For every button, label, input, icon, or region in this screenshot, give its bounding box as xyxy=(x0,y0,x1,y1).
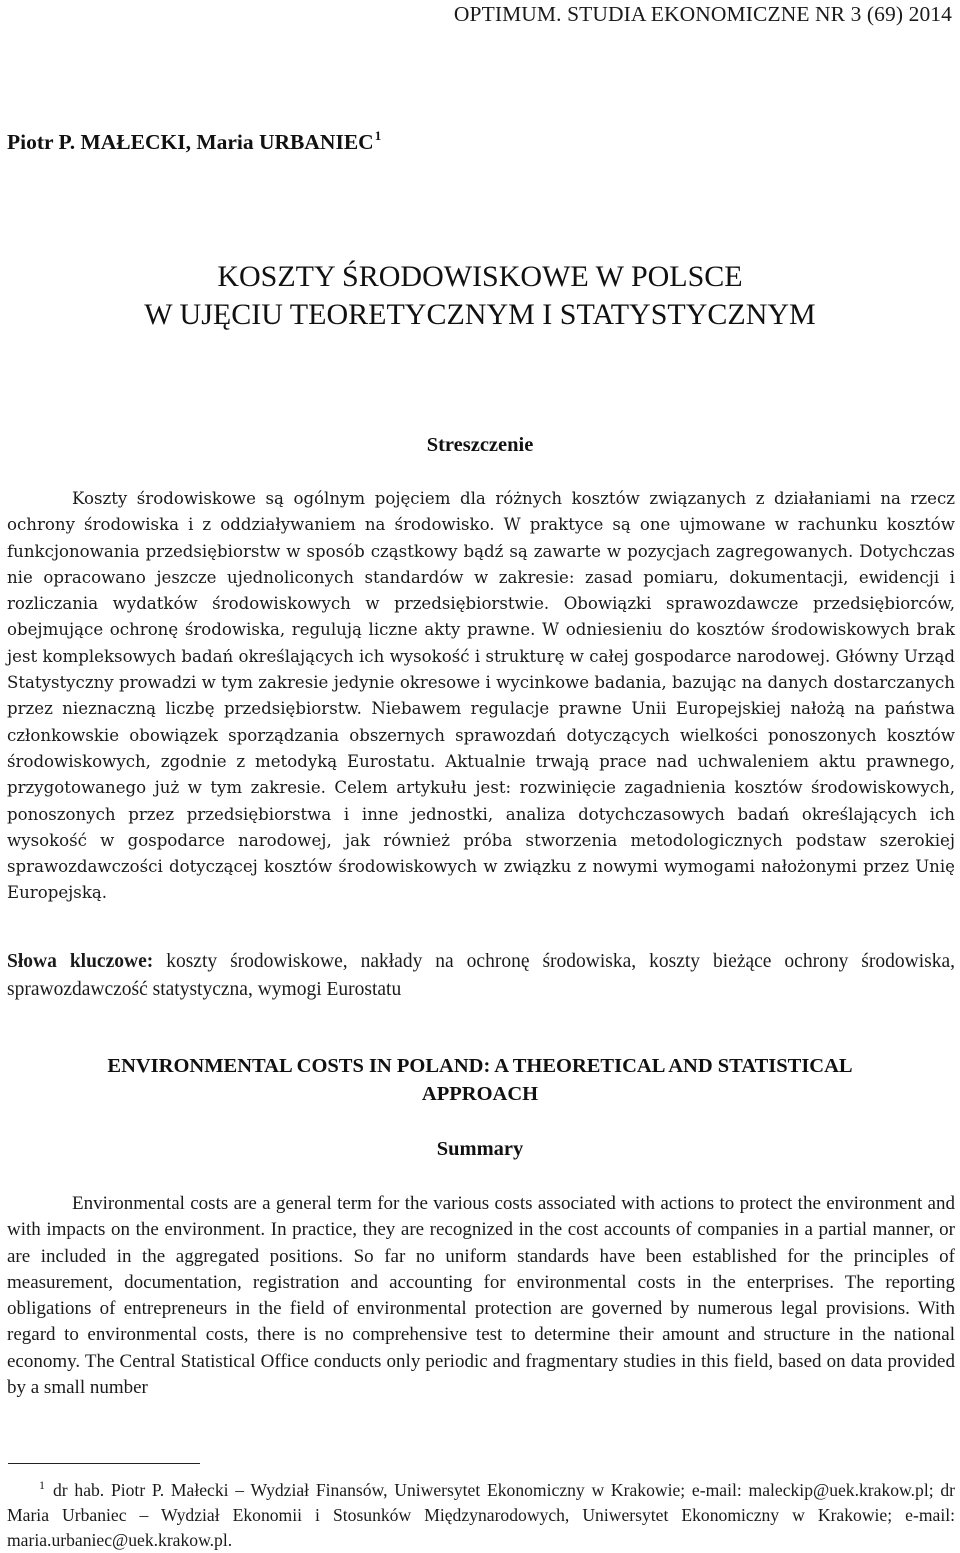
article-title-english xyxy=(0,1052,960,1108)
keywords-text: koszty środowiskowe, nakłady na ochronę środowiska, koszty bieżące ochrony środowiska, sprawozdawczość statystyczna, wymogi Eurostatu xyxy=(7,951,955,1000)
footnote-mark: 1 xyxy=(39,1478,45,1492)
journal-header: OPTIMUM. STUDIA EKONOMICZNE NR 3 (69) 2014 xyxy=(453,2,952,26)
keywords-block xyxy=(7,948,955,1004)
title-en-line-1: ENVIRONMENTAL COSTS IN POLAND: A THEORETICAL AND STATISTICAL xyxy=(107,1055,853,1077)
article-title-polish xyxy=(0,258,960,334)
footnote-rule xyxy=(8,1463,200,1464)
title-en-line-2: APPROACH xyxy=(421,1083,539,1105)
author-names: Piotr P. MAŁECKI, Maria URBANIEC xyxy=(7,130,374,154)
title-pl-line-1: KOSZTY ŚRODOWISKOWE W POLSCE xyxy=(217,260,743,293)
keywords-label: Słowa kluczowe: xyxy=(7,951,154,972)
authors-line xyxy=(7,128,381,155)
summary-english-text: Environmental costs are a general term for the various costs associated with actions to protect the environment and with impacts on the environment. In practice, they are recognized in the cost accounts of companies in a partial manner, or are included in the aggregated positions. So far no uniform standards have been established for the principles of measurement, documentation, registration and accounting for environmental costs in the enterprises. The reporting obligations of entrepreneurs in the field of environmental protection are governed by numerous legal provisions. With regard to environmental costs, there is no comprehensive test to determine their amount and structure in the national economy. The Central Statistical Office conducts only periodic and fragmentary studies in this field, based on data provided by a small number xyxy=(7,1193,955,1399)
abstract-heading: Streszczenie xyxy=(426,434,534,456)
footnote-text: dr hab. Piotr P. Małecki – Wydział Finansów, Uniwersytet Ekonomiczny w Krakowie; e-mail: maleckip@uek.krakow.pl; dr Maria Urbaniec – Wydział Ekonomii i Stosunków Międzynarodowych, Uniwersytet Ekonomiczny w Krakowie; e-mail: maria.urbaniec@uek.krakow.pl. xyxy=(7,1480,955,1550)
footnote xyxy=(7,1473,955,1553)
title-pl-line-2: W UJĘCIU TEORETYCZNYM I STATYSTYCZNYM xyxy=(144,298,816,331)
abstract-polish-text: Koszty środowiskowe są ogólnym pojęciem dla różnych kosztów związanych z działaniami na rzecz ochrony środowiska i z oddziaływaniem na środowisko. W praktyce są one ujmowane w rachunku kosztów funkcjonowania przedsiębiorstw w sposób cząstkowy bądź są zawarte w pozycjach zagregowanych. Dotychczas nie opracowano jeszcze ujednoliconych standardów w zakresie: zasad pomiaru, dokumentacji, ewidencji i rozliczania wydatków środowiskowych w przedsiębiorstwie. Obowiązki sprawozdawcze przedsiębiorców, obejmujące ochronę środowiska, regulują liczne akty prawne. W odniesieniu do kosztów środowiskowych brak jest kompleksowych badań określających ich wysokość i strukturę w całej gospodarce narodowej. Główny Urząd Statystyczny prowadzi w tym zakresie jedynie okresowe i wycinkowe badania, bazując na danych dostarczanych przez nieznaczną liczbę przedsiębiorstw. Niebawem regulacje prawne Unii Europejskiej nałożą na państwa członkowskie obowiązek sporządzania obszernych sprawozdań dotyczących wielkości ponoszonych kosztów środowiskowych, zgodnie z metodyką Eurostatu. Aktualnie trwają prace nad uchwaleniem aktu prawnego, przygotowanego już w tym zakresie. Celem artykułu jest: rozwinięcie zagadnienia kosztów środowiskowych, ponoszonych przez przedsiębiorstwa i inne jednostki, analiza dotychczasowych badań określających ich wysokość w gospodarce narodowej, jak również próba stworzenia metodologicznych podstaw szerokiej sprawozdawczości dotyczącej kosztów środowiskowych w związku z nowymi wymogami nałożonymi przez Unię Europejską. xyxy=(7,489,955,903)
summary-heading: Summary xyxy=(436,1138,524,1160)
author-footnote-mark: 1 xyxy=(374,128,382,143)
